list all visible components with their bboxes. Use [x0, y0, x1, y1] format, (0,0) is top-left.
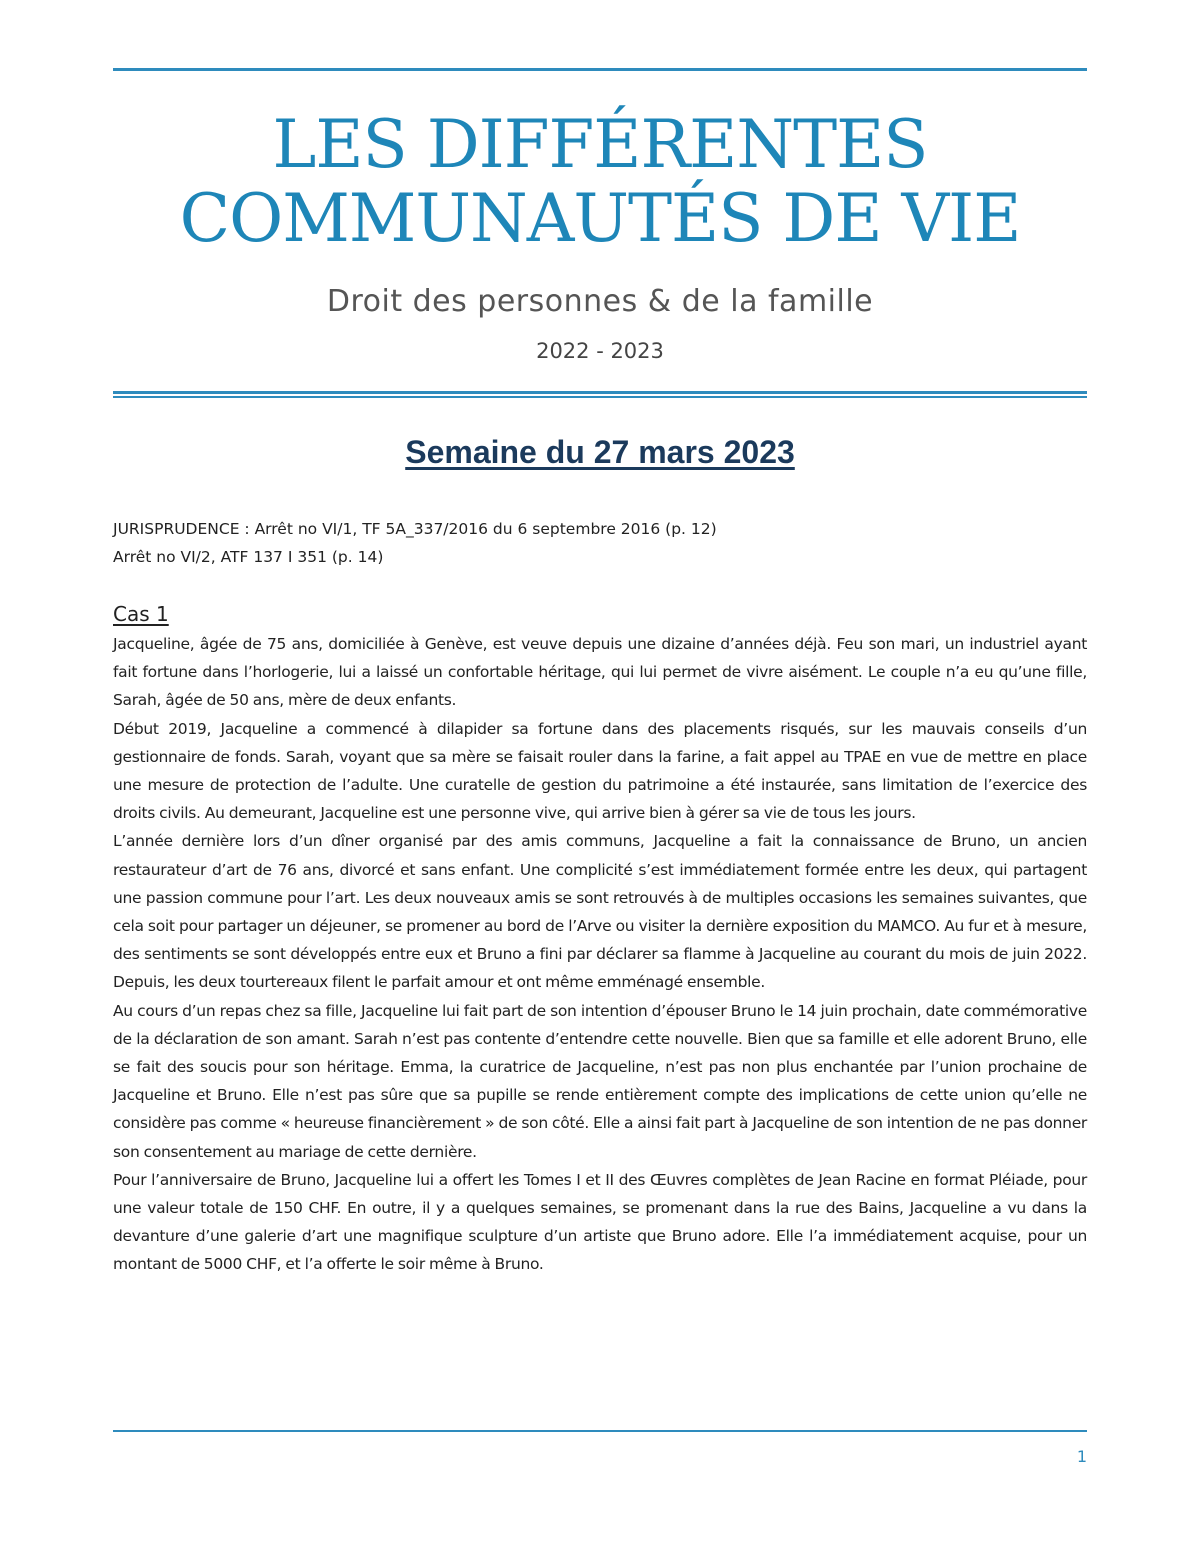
footer-divider [113, 1430, 1087, 1432]
case-heading: Cas 1 [113, 602, 169, 626]
title-line-1: LES DIFFÉRENTES [272, 106, 928, 183]
case-paragraph: Pour l’anniversaire de Bruno, Jacqueline lui a offert les Tomes I et II des Œuvres complètes de Jean Racine en format Pléiade, pour une valeur totale de 150 CHF. En outre, il y a quelques semaines, se promenant dans la rue des Bains, Jacqueline a vu dans la devanture d’une galerie d’art une magnifique sculpture d’un artiste que Bruno adore. Elle l’a immédiatement acquise, pour un montant de 5000 CHF, et l’a offerte le soir même à Bruno. [113, 1170, 1087, 1274]
academic-years: 2022 - 2023 [536, 339, 664, 363]
case-body [113, 630, 1087, 1279]
header-divider-thin [113, 396, 1087, 398]
title-line-2: COMMUNAUTÉS DE VIE [179, 180, 1021, 257]
week-heading [113, 434, 1087, 471]
case-paragraph: Au cours d’un repas chez sa fille, Jacqueline lui fait part de son intention d’épouser Bruno le 14 juin prochain, date commémorative de la déclaration de son amant. Sarah n’est pas contente d’entendre cette nouvelle. Bien que sa famille et elle adorent Bruno, elle se fait des soucis pour son héritage. Emma, la curatrice de Jacqueline, n’est pas non plus enchantée par l’union prochaine de Jacqueline et Bruno. Elle n’est pas sûre que sa pupille se rende entièrement compte des implications de cette union qu’elle ne considère pas comme « heureuse financièrement » de son côté. Elle a ainsi fait part à Jacqueline de son intention de ne pas donner son consentement au mariage de cette dernière. [113, 1001, 1087, 1161]
document-subtitle: Droit des personnes & de la famille [326, 284, 874, 319]
jurisprudence-block [113, 515, 1087, 571]
jurisprudence-line-2: Arrêt no VI/2, ATF 137 I 351 (p. 14) [113, 548, 384, 566]
case-paragraph: Jacqueline, âgée de 75 ans, domiciliée à Genève, est veuve depuis une dizaine d’années déjà. Feu son mari, un industriel ayant fait fortune dans l’horlogerie, lui a laissé un confortable héritage, qui lui permet de vivre aisément. Le couple n’a eu qu’une fille, Sarah, âgée de 50 ans, mère de deux enfants. [113, 635, 1087, 710]
top-divider [113, 68, 1087, 71]
week-heading-text: Semaine du 27 mars 2023 [405, 434, 795, 470]
jurisprudence-line-1: JURISPRUDENCE : Arrêt no VI/1, TF 5A_337/2016 du 6 septembre 2016 (p. 12) [113, 520, 717, 538]
page-number: 1 [1076, 1447, 1087, 1466]
case-paragraph: Début 2019, Jacqueline a commencé à dilapider sa fortune dans des placements risqués, sur les mauvais conseils d’un gestionnaire de fonds. Sarah, voyant que sa mère se faisait rouler dans la farine, a fait appel au TPAE en vue de mettre en place une mesure de protection de l’adulte. Une curatelle de gestion du patrimoine a été instaurée, sans limitation de l’exercice des droits civils. Au demeurant, Jacqueline est une personne vive, qui arrive bien à gérer sa vie de tous les jours. [113, 719, 1087, 823]
document-title [113, 108, 1087, 256]
case-paragraph: L’année dernière lors d’un dîner organisé par des amis communs, Jacqueline a fait la connaissance de Bruno, un ancien restaurateur d’art de 76 ans, divorcé et sans enfant. Une complicité s’est immédiatement formée entre les deux, qui partagent une passion commune pour l’art. Les deux nouveaux amis se sont retrouvés à de multiples occasions les semaines suivantes, que cela soit pour partager un déjeuner, se promener au bord de l’Arve ou visiter la dernière exposition du MAMCO. Au fur et à mesure, des sentiments se sont développés entre eux et Bruno a fini par déclarer sa flamme à Jacqueline au courant du mois de juin 2022. Depuis, les deux tourtereaux filent le parfait amour et ont même emménagé ensemble. [113, 832, 1087, 992]
header-divider-thick [113, 391, 1087, 394]
